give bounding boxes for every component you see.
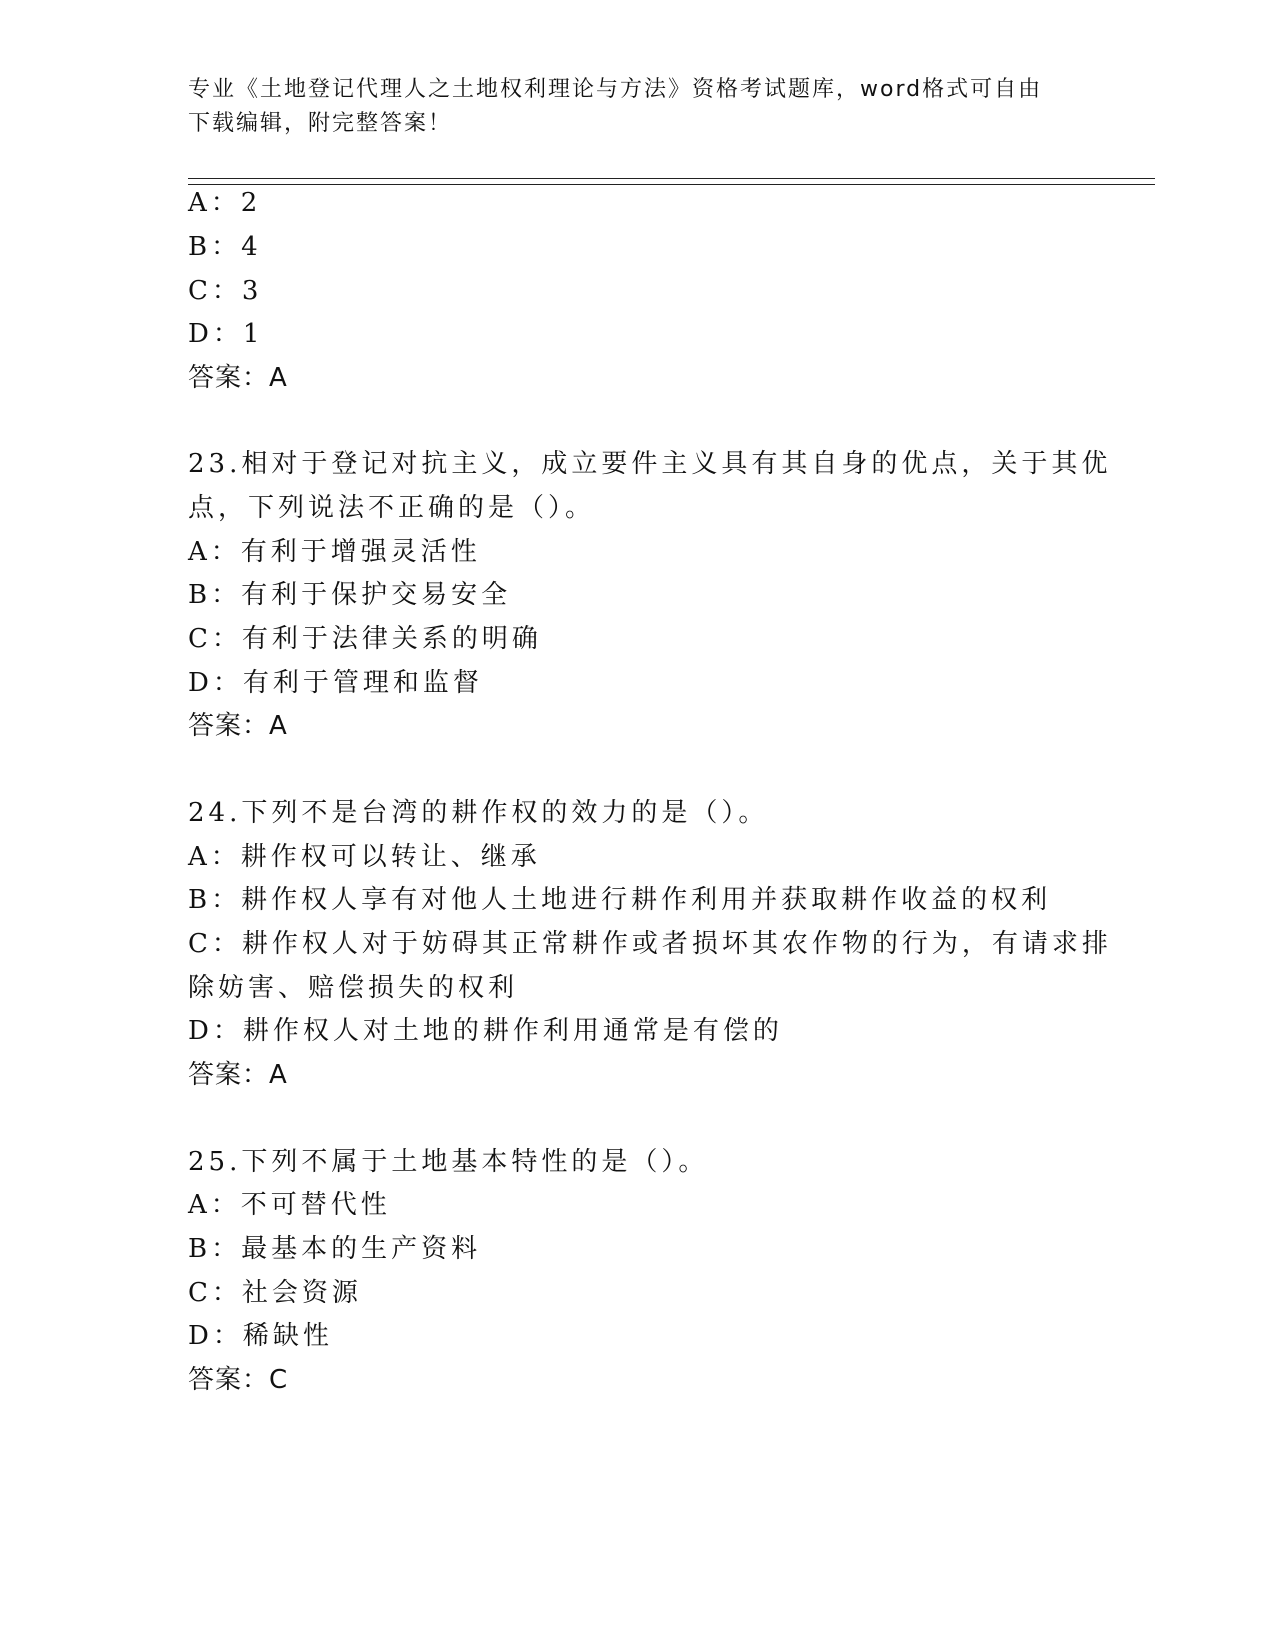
option-b: B：最基本的生产资料 [188, 1234, 482, 1264]
option-c: C：有利于法律关系的明确 [188, 624, 542, 654]
option-d: D：1 [188, 319, 264, 349]
header-line-2: 下载编辑，附完整答案！ [188, 111, 453, 136]
question-stem: 24.下列不是台湾的耕作权的效力的是（）。 [188, 798, 769, 828]
option-d: D：耕作权人对土地的耕作利用通常是有偿的 [188, 1016, 783, 1046]
option-a: A：耕作权可以转让、继承 [188, 842, 541, 872]
option-a: A：2 [188, 188, 262, 218]
answer: 答案：A [188, 1060, 288, 1090]
question-stem: 23.相对于登记对抗主义，成立要件主义具有其自身的优点，关于其优 [188, 449, 1112, 479]
answer: 答案：A [188, 363, 288, 393]
option-a: A：有利于增强灵活性 [188, 537, 481, 567]
option-b: B：4 [188, 232, 262, 262]
option-c-continued: 除妨害、赔偿损失的权利 [188, 973, 519, 1003]
option-c: C：3 [188, 276, 263, 306]
option-d: D：稀缺性 [188, 1321, 333, 1351]
answer: 答案：A [188, 711, 288, 741]
question-stem: 25.下列不属于土地基本特性的是（）。 [188, 1147, 709, 1177]
option-c: C：耕作权人对于妨碍其正常耕作或者损坏其农作物的行为，有请求排 [188, 929, 1112, 959]
header-divider-top [188, 178, 1155, 179]
option-c: C：社会资源 [188, 1278, 362, 1308]
question-stem-continued: 点，下列说法不正确的是（）。 [188, 493, 596, 523]
option-a: A：不可替代性 [188, 1190, 391, 1220]
option-d: D：有利于管理和监督 [188, 668, 483, 698]
answer: 答案：C [188, 1365, 289, 1395]
header-divider-bottom [188, 184, 1155, 185]
header-line-1: 专业《土地登记代理人之土地权利理论与方法》资格考试题库，word格式可自由 [188, 77, 1043, 102]
option-b: B：耕作权人享有对他人土地进行耕作利用并获取耕作收益的权利 [188, 885, 1052, 915]
option-b: B：有利于保护交易安全 [188, 580, 512, 610]
